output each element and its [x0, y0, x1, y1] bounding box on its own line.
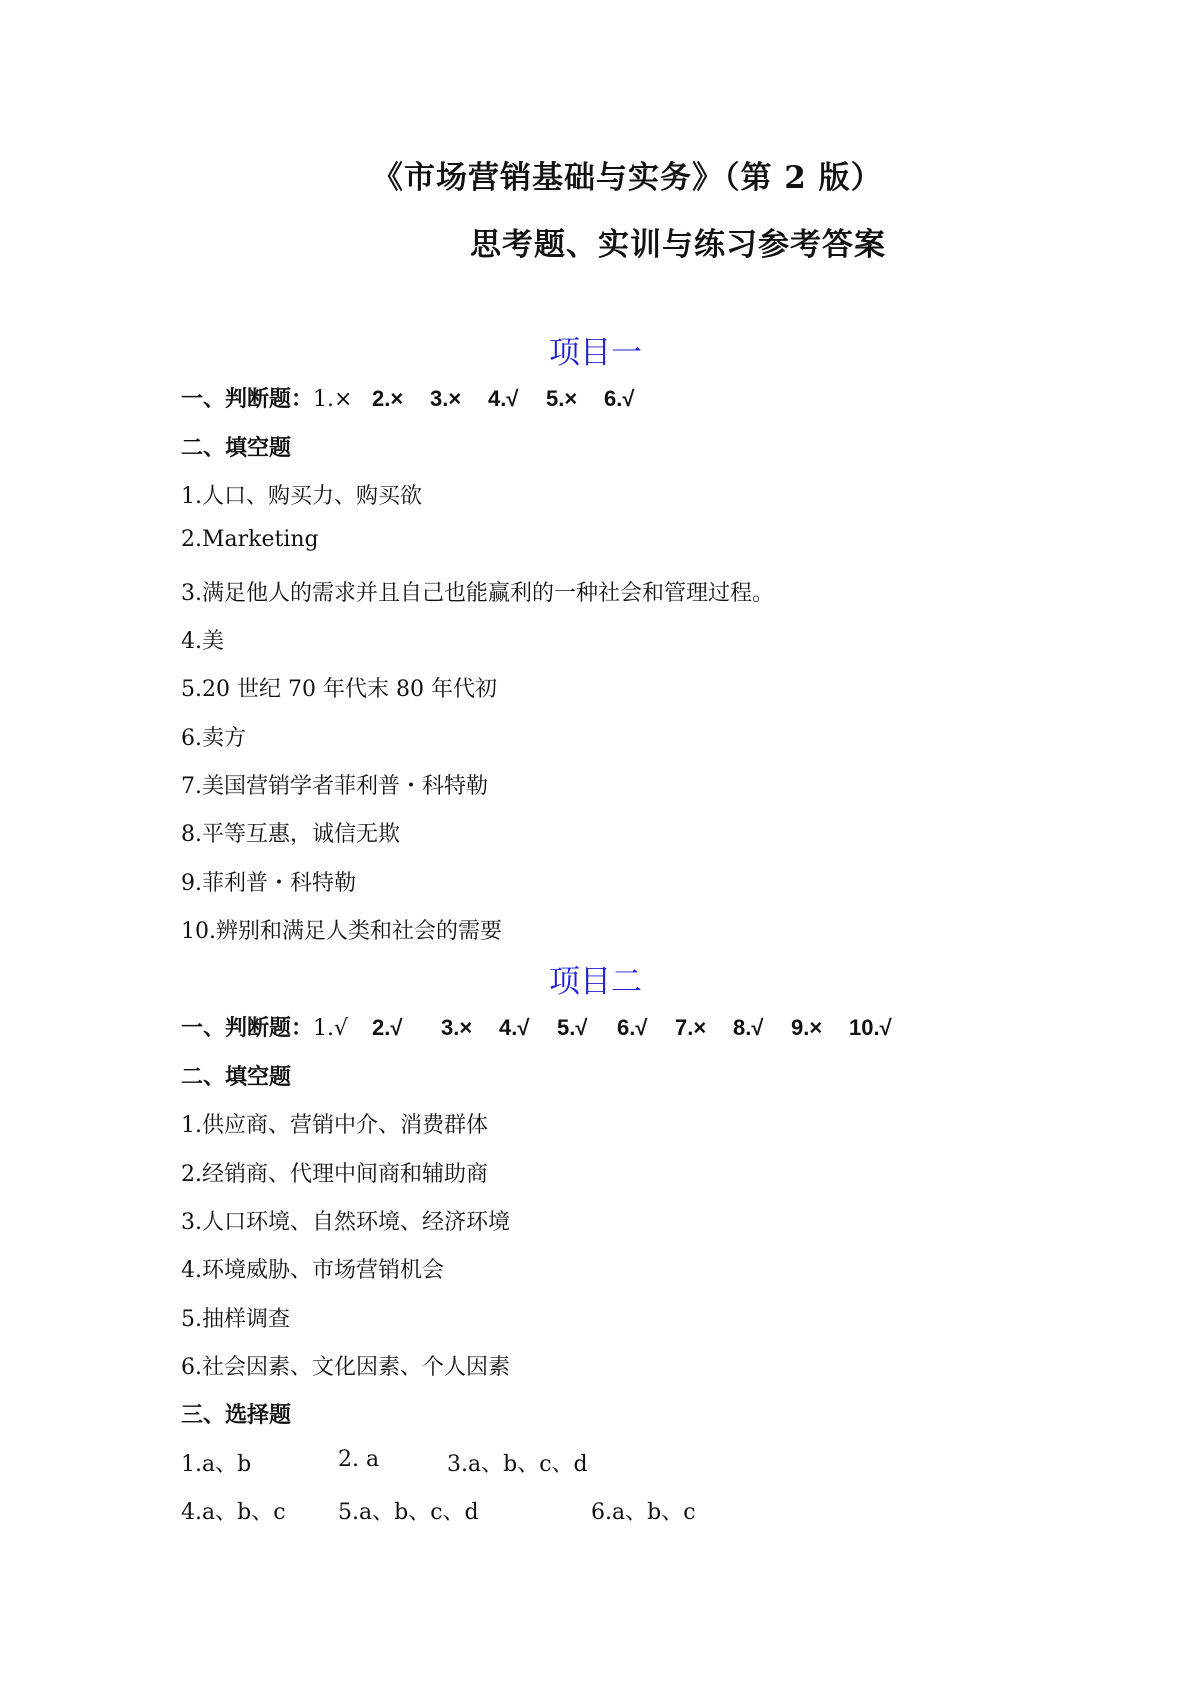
- judge-item: 10.√: [849, 1015, 892, 1040]
- judge-label: 一、判断题：: [181, 1015, 314, 1041]
- choice-item: 3.a、b、c、d: [447, 1452, 588, 1477]
- judge-item: 2.×: [372, 386, 404, 411]
- judge-label: 一、判断题：: [181, 386, 314, 412]
- choice-item: 6.a、b、c: [591, 1500, 696, 1525]
- document-title: 《市场营销基础与实务》（第 2 版）: [372, 160, 883, 196]
- judge-item: 6.√: [617, 1015, 648, 1040]
- fill-item: 5.20 世纪 70 年代末 80 年代初: [181, 677, 497, 702]
- choice-item: 4.a、b、c: [181, 1500, 286, 1525]
- section-heading-project1: 项目一: [549, 335, 642, 371]
- choice-item: 5.a、b、c、d: [338, 1500, 479, 1525]
- judge-item: 4.√: [488, 386, 519, 411]
- fill-label-project1: 二、填空题: [181, 435, 292, 461]
- fill-item: 1.人口、购买力、购买欲: [181, 484, 422, 509]
- fill-item: 3.满足他人的需求并且自己也能赢利的一种社会和管理过程。: [181, 581, 774, 606]
- fill-item: 4.美: [181, 629, 224, 654]
- fill-item: 7.美国营销学者菲利普・科特勒: [181, 774, 488, 799]
- fill-item: 3.人口环境、自然环境、经济环境: [181, 1210, 510, 1235]
- fill-item: 4.环境威胁、市场营销机会: [181, 1258, 444, 1283]
- fill-item: 2.Marketing: [181, 527, 319, 552]
- judge-item: 5.√: [557, 1015, 588, 1040]
- fill-item: 6.卖方: [181, 726, 246, 751]
- judge-item: 9.×: [791, 1015, 823, 1040]
- judge-item: 1.√: [313, 1016, 349, 1041]
- judge-item: 2.√: [372, 1015, 403, 1040]
- document-subtitle: 思考题、实训与练习参考答案: [470, 227, 886, 263]
- fill-item: 5.抽样调查: [181, 1307, 290, 1332]
- fill-item: 2.经销商、代理中间商和辅助商: [181, 1162, 488, 1187]
- judge-item: 7.×: [675, 1015, 707, 1040]
- section-heading-project2: 项目二: [549, 964, 642, 1000]
- judge-item: 1.×: [313, 387, 353, 412]
- judge-item: 5.×: [546, 386, 578, 411]
- judge-answers-project2: [181, 1011, 907, 1042]
- judge-item: 3.×: [430, 386, 462, 411]
- fill-item: 6.社会因素、文化因素、个人因素: [181, 1355, 510, 1380]
- judge-item: 8.√: [733, 1015, 764, 1040]
- fill-item: 1.供应商、营销中介、消费群体: [181, 1113, 488, 1138]
- choice-item: 2. a: [338, 1447, 380, 1472]
- fill-item: 10.辨别和满足人类和社会的需要: [181, 919, 502, 944]
- fill-item: 8.平等互惠，诚信无欺: [181, 822, 400, 847]
- fill-label-project2: 二、填空题: [181, 1064, 292, 1090]
- choice-label-project2: 三、选择题: [181, 1402, 292, 1428]
- fill-item: 9.菲利普・科特勒: [181, 871, 356, 896]
- judge-answers-project1: [181, 382, 662, 413]
- judge-item: 3.×: [441, 1015, 473, 1040]
- choice-item: 1.a、b: [181, 1452, 252, 1477]
- judge-item: 4.√: [499, 1015, 530, 1040]
- judge-item: 6.√: [604, 386, 635, 411]
